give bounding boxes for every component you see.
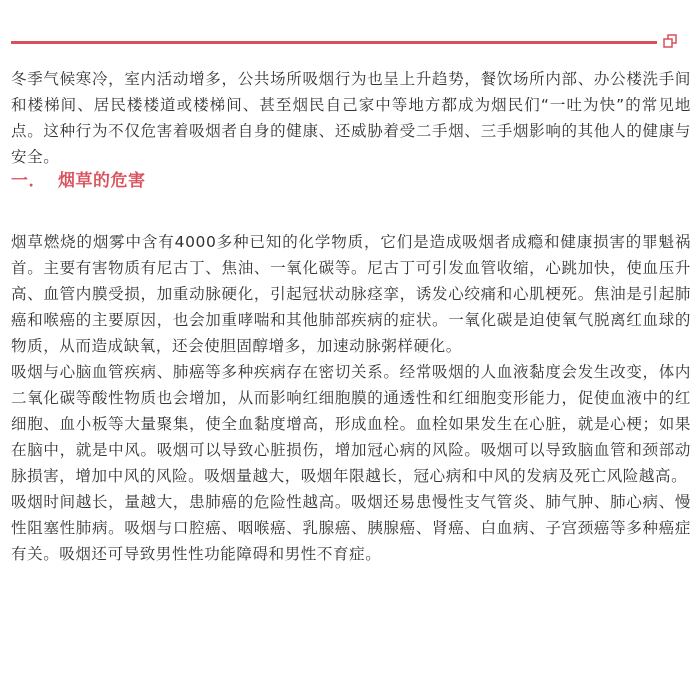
paragraph-cardiovascular: 吸烟与心脑血管疾病、肺癌等多种疾病存在密切关系。经常吸烟的人血液黏度会发生改变，体内二氧化碳等酸性物质也会增加，从而影响红细胞膜的通透性和红细胞变形能力，促使血液中的红细胞、血小板等大量聚集，使全血黏度增高，形成血栓。血栓如果发生在心脏，就是心梗；如果在脑中，就是中风。吸烟可以导致心脏损伤，增加冠心病的风险。吸烟可以导致脑血管和颈部动脉损害，增加中风的风险。吸烟量越大，吸烟年限越长，冠心病和中风的发病及死亡风险越高。 [11,363,691,485]
intro-paragraph: 冬季气候寒冷，室内活动增多，公共场所吸烟行为也呈上升趋势，餐饮场所内部、办公楼洗手间和楼梯间、居民楼楼道或楼梯间、甚至烟民自己家中等地方都成为烟民们“一吐为快”的常见地点。这种行为不仅危害着吸烟者自身的健康、还威胁着受二手烟、三手烟影响的其他人的健康与安全。 [11,70,691,166]
header-divider [11,41,657,44]
section-heading [11,170,691,192]
section-number: 一． [11,171,46,191]
article-body [11,66,691,567]
paragraph-cancer: 吸烟时间越长，量越大，患肺癌的危险性越高。吸烟还易患慢性支气管炎、肺气肿、肺心病、慢性阻塞性肺病。吸烟与口腔癌、咽喉癌、乳腺癌、胰腺癌、肾癌、白血病、子宫颈癌等多种癌症有关。吸烟还可导致男性性功能障碍和男性不育症。 [11,493,691,563]
section-title: 烟草的危害 [58,171,146,191]
paragraph-harmful-substances: 烟草燃烧的烟雾中含有4000多种已知的化学物质，它们是造成吸烟者成瘾和健康损害的罪魁祸首。主要有害物质有尼古丁、焦油、一氧化碳等。尼古丁可引发血管收缩，心跳加快，使血压升高、血管内膜受损，加重动脉硬化，引起冠状动脉痉挛，诱发心绞痛和心肌梗死。焦油是引起肺癌和喉癌的主要原因，也会加重哮喘和其他肺部疾病的症状。一氧化碳是迫使氧气脱离红血球的物质，从而造成缺氧，还会使胆固醇增多，加速动脉粥样硬化。 [11,233,691,355]
external-link-icon[interactable] [663,33,677,47]
